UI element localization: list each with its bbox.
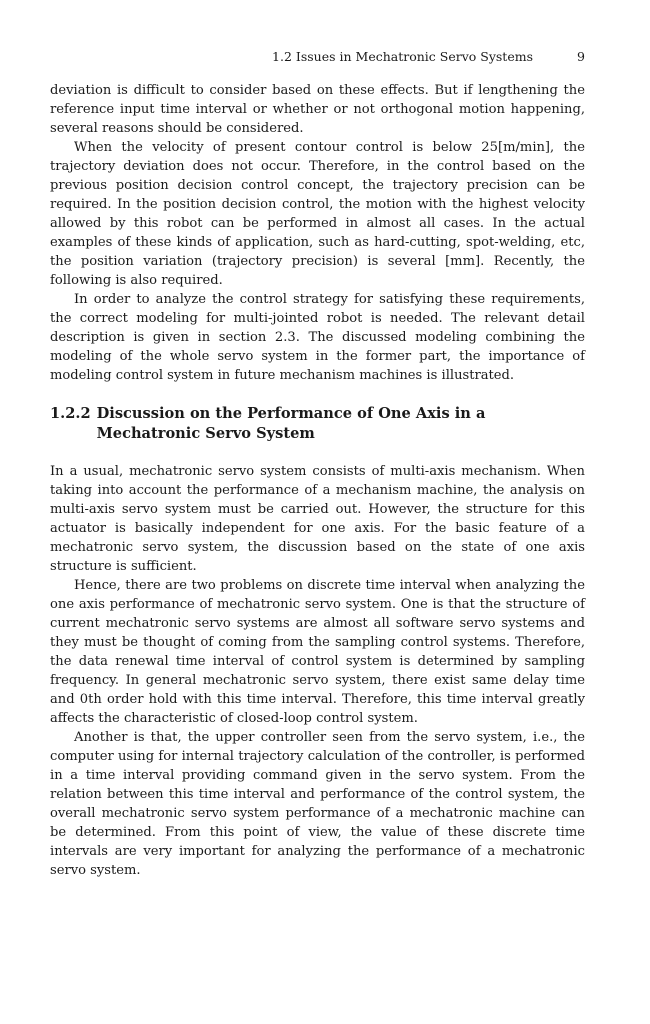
book-page <box>50 0 585 1024</box>
paragraph: Hence, there are two problems on discrete time interval when analyzing the one axis performance of mechatronic servo system. One is that the structure of current mechatronic servo systems are almost all software servo systems and they must be thought of coming from the sampling control systems. Therefore, the data renewal time interval of control system is determined by sampling frequency. In general mechatronic servo system, there exist same delay time and 0th order hold with this time interval. Therefore, this time interval greatly affects the characteristic of closed-loop control system. <box>50 578 585 726</box>
paragraph: deviation is difficult to consider based on these effects. But if lengthening the reference input time interval or whether or not orthogonal motion happening, several reasons should be considered. <box>50 83 585 136</box>
paragraph: Another is that, the upper controller seen from the servo system, i.e., the computer using for internal trajectory calculation of the controller, is performed in a time interval providing command given in the servo system. From the relation between this time interval and performance of the control system, the overall mechatronic servo system performance of a mechatronic machine can be determined. From this point of view, the value of these discrete time intervals are very important for analyzing the performance of a mechatronic servo system. <box>50 730 585 878</box>
subsection-heading <box>50 404 585 444</box>
paragraph: In a usual, mechatronic servo system consists of multi-axis mechanism. When taking into account the performance of a mechanism machine, the analysis on multi-axis servo system must be carried out. However, the structure for this actuator is basically independent for one axis. For the basic feature of a mechatronic servo system, the discussion based on the state of one axis structure is sufficient. <box>50 464 585 574</box>
page-number: 9 <box>577 49 585 64</box>
running-header <box>50 48 585 66</box>
subsection-number: 1.2.2 <box>50 405 91 422</box>
paragraph: In order to analyze the control strategy for satisfying these requirements, the correct modeling for multi-jointed robot is needed. The relevant detail description is given in section 2.3. The discussed modeling combining the modeling of the whole servo system in the former part, the importance of modeling control system in future mechanism machines is illustrated. <box>50 292 585 383</box>
body-text <box>50 81 585 880</box>
paragraph: When the velocity of present contour control is below 25[m/min], the trajectory deviation does not occur. Therefore, in the control based on the previous position decision control concept, the trajectory precision can be required. In the position decision control, the motion with the highest velocity allowed by this robot can be performed in almost all cases. In the actual examples of these kinds of application, such as hard-cutting, spot-welding, etc, the position variation (trajectory precision) is several [mm]. Recently, the following is also required. <box>50 140 585 288</box>
running-header-section-title: 1.2 Issues in Mechatronic Servo Systems <box>272 49 533 64</box>
subsection-title: Discussion on the Performance of One Axis in a Mechatronic Servo System <box>96 405 486 442</box>
